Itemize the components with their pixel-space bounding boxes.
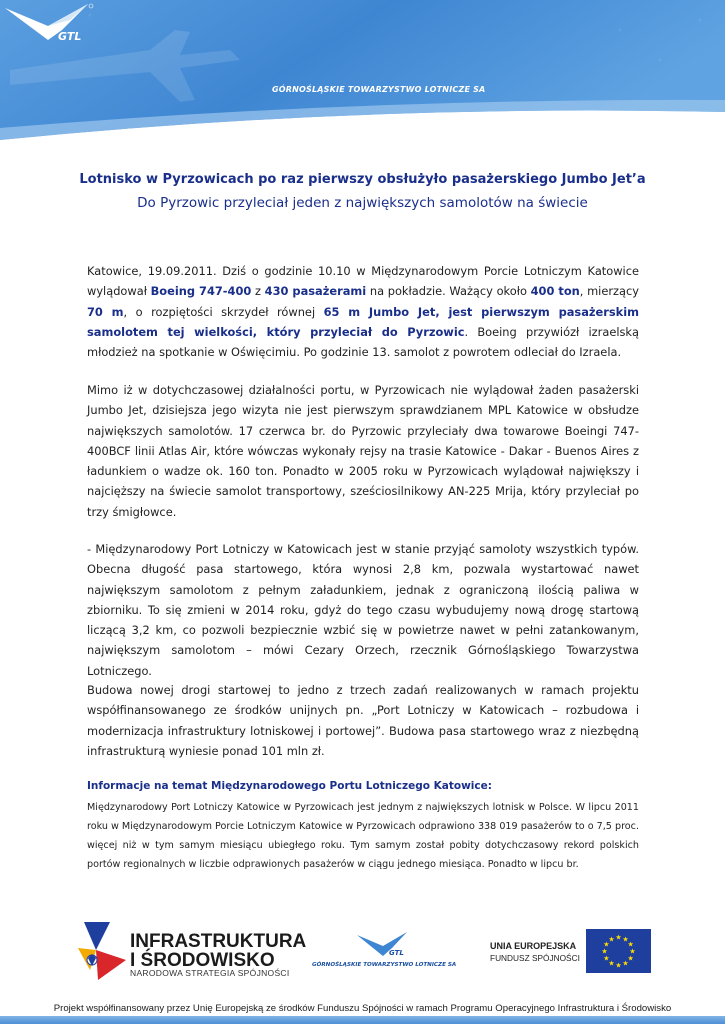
p1-text-6: . Boeing przywiózł izraelską młodzież na spotkanie w Oświęcimiu. Po godzinie 13. samolot z powrotem odleciał do Izraela. [87,324,640,360]
eu-star-icon: ★ [622,935,629,944]
cofinancing-note: Projekt współfinansowany przez Unię Europejską ze środków Funduszu Spójności w ramach Programu Operacyjnego Infrastruktura i Środowisko [53,1003,672,1014]
p1-bold-1: Boeing 747-400 [150,284,252,299]
eu-star-icon: ★ [622,959,629,968]
p1-text-3: na pokładzie. Ważący około [366,284,531,299]
paragraph-4: Budowa nowej drogi startowej to jedno z trzech zadań realizowanych w ramach projektu współfinansowanego ze środków unijnych pn. „Port Lotniczy w Katowicach – rozbudowa i modernizacja infrastruktury lotniskowej i portowej”. Budowa pasa startowego wraz z niezbędną infrastrukturą wyniesie ponad 101 mln zł. [87,683,639,758]
paragraph-2: Mimo iż w dotychczasowej działalności portu, w Pyrzowicach nie wylądował żaden pasażerski Jumbo Jet, dzisiejsza jego wizyta nie jest pierwszym sprawdzianem MPL Katowice w obsłudze największych samolotów. 17 czerwca br. do Pyrzowic przyleciały dwa towarowe Boeingi 747-400BCF linii Atlas Air, które wówczas wykonały rejsy na trasie Katowice - Dakar - Buenos Aires z ładunkiem o wadze ok. 160 ton. Ponadto w 2005 roku w Pyrzowicach wylądował największy i najcięższy na świecie samolot transportowy, sześciosilnikowy AN-225 Mrija, który przyleciał po trzy śmigłowce. [87,383,639,519]
eu-fund-label: FUNDUSZ SPÓJNOŚCI [490,953,580,963]
info-heading: Informacje na temat Międzynarodowego Portu Lotniczego Katowice: [87,780,492,792]
eu-star-icon: ★ [603,940,610,949]
eu-star-icon: ★ [627,940,634,949]
article-title: Lotnisko w Pyrzowicach po raz pierwszy obsłużyło pasażerskiego Jumbo Jet’a [79,172,646,187]
infrastruktura-logo-text [130,932,306,970]
p1-text-2: z [251,284,265,299]
p1-text-1: Katowice, 19.09.2011. Dziś o godzinie 10.10 w Międzynarodowym Porcie Lotniczym Katowice wylądował [87,264,639,299]
eu-star-icon: ★ [603,954,610,963]
p1-bold-5: 65 m Jumbo Jet, jest pierwszym pasażerskim samolotem tej wielkości, który przyleciał do Pyrzowic [87,304,639,339]
bottom-bar [0,1016,725,1024]
article-subtitle: Do Pyrzowic przyleciał jeden z największych samolotów na świecie [137,195,588,211]
header-banner [0,0,725,140]
company-tagline: GÓRNOŚLĄSKIE TOWARZYSTWO LOTNICZE SA [272,85,486,94]
eu-star-icon: ★ [608,959,615,968]
gtl-small-logo-icon [355,930,415,958]
svg-text:GTL: GTL [58,30,82,43]
eu-star-icon: ★ [615,933,622,942]
eu-label: UNIA EUROPEJSKA [490,941,577,951]
svg-text:GTL: GTL [389,949,404,957]
eu-star-icon: ★ [629,947,636,956]
p1-text-5: , o rozpiętości skrzydeł równej [123,304,324,319]
infrastruktura-emblem-icon [76,920,128,982]
eu-star-icon: ★ [608,935,615,944]
p1-text-4: , mierzący [579,284,639,299]
paragraph-3: - Międzynarodowy Port Lotniczy w Katowicach jest w stanie przyjąć samoloty wszystkich typów. Obecna długość pasa startowego, która wynosi 2,8 km, pozwala wystartować nawet największym samolotom z pełnym załadunkiem, jednak z ograniczoną ilością paliwa w zbiorniku. To się zmieni w 2014 roku, gdyż do tego czasu wybudujemy nową drogę startową liczącą 3,2 km, co pozwoli bezpiecznie wzbić się w powietrze nawet w pełni zatankowanym, największym samolotom – mówi Cezary Orzech, rzecznik Górnośląskiego Towarzystwa Lotniczego. [87,542,639,678]
gtl-small-tagline: GÓRNOŚLĄSKIE TOWARZYSTWO LOTNICZE SA [312,962,457,968]
infra-line-1: INFRASTRUKTURA [130,931,307,952]
p1-bold-2: 430 pasażerami [264,284,367,299]
eu-flag-icon [586,929,651,973]
eu-star-icon: ★ [627,954,634,963]
header-background [0,0,725,140]
infra-subtitle: NARODOWA STRATEGIA SPÓJNOŚCI [130,968,290,978]
p1-bold-4: 70 m [87,304,124,319]
eu-star-icon: ★ [615,961,622,970]
info-text: Międzynarodowy Port Lotniczy Katowice w Pyrzowicach jest jednym z największych lotnisk w Polsce. W lipcu 2011 roku w Międzynarodowym Porcie Lotniczym Katowice w Pyrzowicach odprawiono 338 019 pasażerów to o 7,5 proc. więcej niż w tym samym miesiącu ubiegłego roku. Tym samym został pobity dotychczasowy rekord polskich portów regionalnych w liczbie odprawionych pasażerów w ciągu jednego miesiąca. Ponadto w lipcu br. [87,802,639,870]
infra-line-2: I ŚRODOWISKO [130,950,275,971]
eu-star-icon: ★ [601,947,608,956]
p1-bold-3: 400 ton [530,284,580,299]
gtl-logo-icon [0,0,100,44]
paragraph-1 [87,261,639,362]
